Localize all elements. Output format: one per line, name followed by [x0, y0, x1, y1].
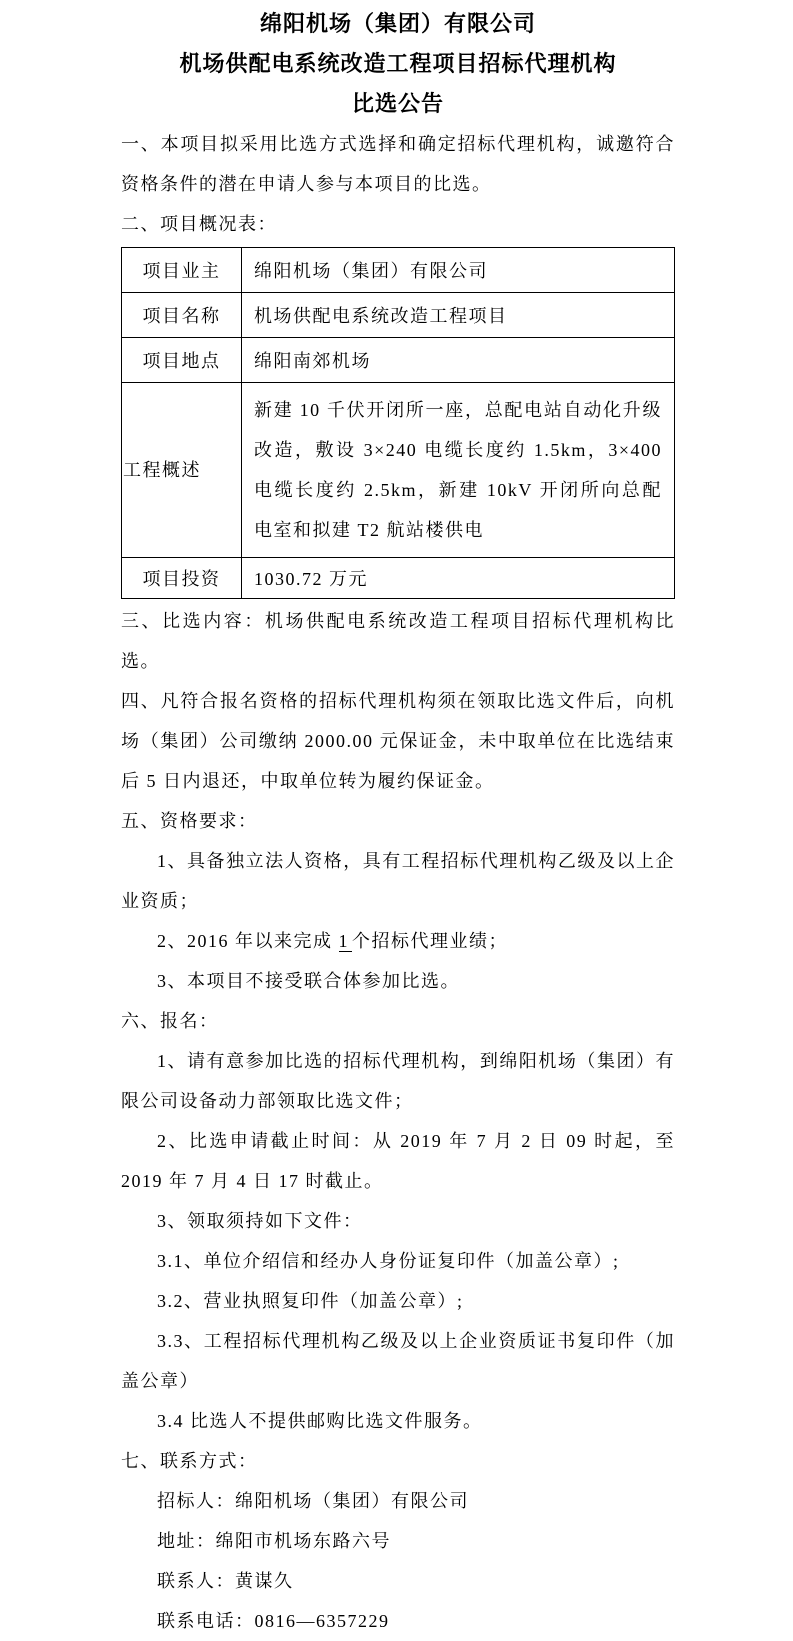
- qualification-item-1: 1、具备独立法人资格，具有工程招标代理机构乙级及以上企业资质；: [121, 851, 675, 911]
- underlined-count: 1: [339, 931, 353, 952]
- section-6-heading: 六、报名：: [121, 1011, 219, 1031]
- contact-tenderer: 招标人：绵阳机场（集团）有限公司: [157, 1491, 469, 1511]
- row-label-location: 项目地点: [122, 338, 242, 383]
- registration-item-3-1: 3.1、单位介绍信和经办人身份证复印件（加盖公章）;: [157, 1251, 620, 1271]
- contact-phone: 联系电话：0816—6357229: [157, 1611, 390, 1631]
- table-row: [122, 293, 675, 338]
- row-label-description: 工程概述: [122, 383, 242, 558]
- row-value-name: 机场供配电系统改造工程项目: [242, 293, 675, 338]
- section-7-heading: 七、联系方式：: [121, 1451, 258, 1471]
- row-value-owner: 绵阳机场（集团）有限公司: [242, 248, 675, 293]
- row-label-owner: 项目业主: [122, 248, 242, 293]
- table-caption: 二、项目概况表：: [121, 214, 277, 234]
- table-row: [122, 338, 675, 383]
- announcement-title: 比选公告: [351, 91, 444, 116]
- section-3-paragraph: 三、比选内容：机场供配电系统改造工程项目招标代理机构比选。: [121, 611, 675, 671]
- table-row: [122, 383, 675, 558]
- registration-item-2: 2、比选申请截止时间：从 2019 年 7 月 2 日 09 时起，至 2019 年 7 月 4 日 17 时截止。: [121, 1131, 675, 1191]
- qualification-item-2-suffix: 个招标代理业绩；: [352, 931, 508, 951]
- table-row: [122, 558, 675, 599]
- qualification-item-3: 3、本项目不接受联合体参加比选。: [157, 971, 460, 991]
- row-value-location: 绵阳南郊机场: [242, 338, 675, 383]
- project-title: 机场供配电系统改造工程项目招标代理机构: [179, 51, 617, 76]
- qualification-item-2-prefix: 2、2016 年以来完成: [157, 931, 339, 951]
- row-label-name: 项目名称: [122, 293, 242, 338]
- registration-item-3-3: 3.3、工程招标代理机构乙级及以上企业资质证书复印件（加盖公章）: [121, 1331, 675, 1391]
- intro-paragraph: 一、本项目拟采用比选方式选择和确定招标代理机构，诚邀符合资格条件的潜在申请人参与本项目的比选。: [121, 134, 675, 194]
- contact-person: 联系人：黄谋久: [157, 1571, 294, 1591]
- section-4-paragraph: 四、凡符合报名资格的招标代理机构须在领取比选文件后，向机场（集团）公司缴纳 2000.00 元保证金，未中取单位在比选结束后 5 日内退还，中取单位转为履约保证金。: [121, 691, 675, 791]
- registration-item-3-4: 3.4 比选人不提供邮购比选文件服务。: [157, 1411, 483, 1431]
- row-label-investment: 项目投资: [122, 558, 242, 599]
- registration-item-1: 1、请有意参加比选的招标代理机构，到绵阳机场（集团）有限公司设备动力部领取比选文件；: [121, 1051, 675, 1111]
- qualification-item-2: [121, 921, 675, 961]
- registration-item-3-2: 3.2、营业执照复印件（加盖公章）;: [157, 1291, 464, 1311]
- project-overview-table: [121, 247, 675, 599]
- registration-item-3: 3、领取须持如下文件：: [157, 1211, 363, 1231]
- company-title: 绵阳机场（集团）有限公司: [259, 11, 536, 36]
- table-row: [122, 248, 675, 293]
- row-value-description: 新建 10 千伏开闭所一座，总配电站自动化升级改造，敷设 3×240 电缆长度约 1.5km，3×400 电缆长度约 2.5km，新建 10kV 开闭所向总配电室和拟建 T2 航站楼供电: [242, 383, 675, 558]
- section-5-heading: 五、资格要求：: [121, 811, 258, 831]
- contact-address: 地址：绵阳市机场东路六号: [157, 1531, 391, 1551]
- row-value-investment: 1030.72 万元: [242, 558, 675, 599]
